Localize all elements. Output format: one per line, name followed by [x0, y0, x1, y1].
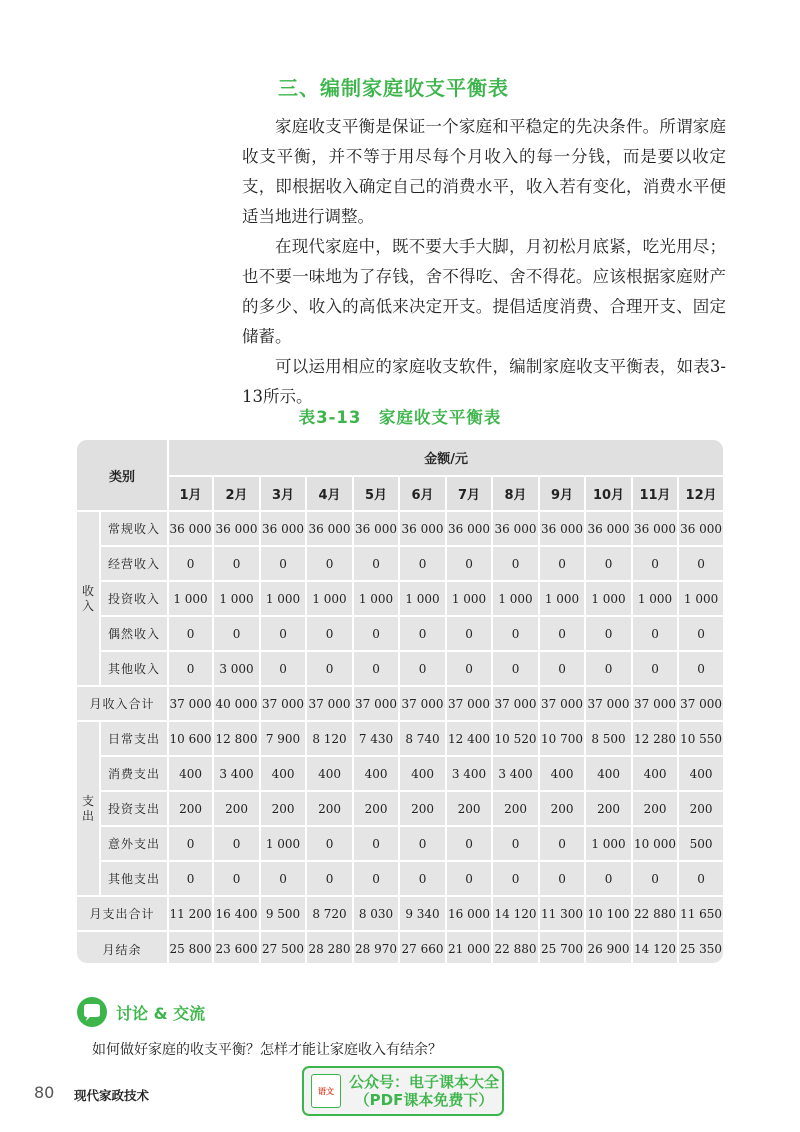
- month-header-row: [77, 476, 723, 511]
- amount-cell: 0: [399, 651, 446, 686]
- amount-cell: 0: [539, 861, 585, 896]
- month-header: 8月: [492, 476, 539, 511]
- amount-cell: 36 000: [260, 511, 306, 546]
- amount-cell: 0: [353, 861, 399, 896]
- amount-cell: 0: [213, 826, 260, 861]
- amount-cell: 28 280: [306, 931, 353, 963]
- amount-cell: 9 500: [260, 896, 306, 931]
- table-row: [77, 616, 723, 651]
- amount-cell: 0: [492, 616, 539, 651]
- amount-cell: 0: [446, 826, 492, 861]
- amount-cell: 500: [678, 826, 723, 861]
- page-number: 80: [34, 1083, 55, 1102]
- amount-cell: 26 900: [585, 931, 632, 963]
- amount-cell: 14 120: [492, 896, 539, 931]
- budget-table-body: [77, 440, 723, 963]
- amount-cell: 0: [492, 861, 539, 896]
- amount-cell: 37 000: [539, 686, 585, 721]
- amount-cell: 11 200: [168, 896, 213, 931]
- amount-cell: 0: [678, 651, 723, 686]
- amount-cell: 10 520: [492, 721, 539, 756]
- month-header: 7月: [446, 476, 492, 511]
- amount-cell: 7 430: [353, 721, 399, 756]
- amount-cell: 0: [306, 651, 353, 686]
- amount-cell: 1 000: [492, 581, 539, 616]
- amount-cell: 0: [353, 826, 399, 861]
- budget-table-container: [77, 440, 723, 963]
- table-row: [77, 721, 723, 756]
- amount-cell: 0: [492, 826, 539, 861]
- amount-cell: 25 350: [678, 931, 723, 963]
- amount-cell: 400: [353, 756, 399, 791]
- amount-cell: 1 000: [306, 581, 353, 616]
- row-label: 投资支出: [100, 791, 168, 826]
- amount-cell: 0: [492, 651, 539, 686]
- amount-cell: 0: [260, 651, 306, 686]
- amount-cell: 200: [353, 791, 399, 826]
- amount-cell: 37 000: [260, 686, 306, 721]
- amount-cell: 0: [260, 616, 306, 651]
- amount-cell: 3 400: [213, 756, 260, 791]
- amount-cell: 1 000: [260, 826, 306, 861]
- amount-cell: 36 000: [353, 511, 399, 546]
- amount-cell: 0: [678, 546, 723, 581]
- paragraph-2: 在现代家庭中，既不要大手大脚，月初松月底紧，吃光用尽；也不要一味地为了存钱，舍不得吃、舍不得花。应该根据家庭财产的多少、收入的高低来决定开支。提倡适度消费、合理开支、固定储蓄。: [242, 237, 726, 346]
- amount-cell: 21 000: [446, 931, 492, 963]
- amount-header: 金额/元: [168, 440, 723, 476]
- row-label: 投资收入: [100, 581, 168, 616]
- discussion-title: 讨论 & 交流: [116, 1003, 206, 1023]
- amount-cell: 1 000: [632, 581, 678, 616]
- amount-cell: 200: [260, 791, 306, 826]
- book-logo-icon: 语文: [311, 1074, 341, 1108]
- amount-cell: 37 000: [306, 686, 353, 721]
- amount-cell: 200: [306, 791, 353, 826]
- amount-cell: 28 970: [353, 931, 399, 963]
- amount-cell: 400: [585, 756, 632, 791]
- amount-cell: 0: [353, 546, 399, 581]
- amount-cell: 0: [585, 861, 632, 896]
- amount-cell: 36 000: [585, 511, 632, 546]
- month-header: 12月: [678, 476, 723, 511]
- table-row: [77, 651, 723, 686]
- month-header: 10月: [585, 476, 632, 511]
- amount-cell: 0: [168, 826, 213, 861]
- amount-cell: 0: [632, 861, 678, 896]
- amount-cell: 11 650: [678, 896, 723, 931]
- amount-cell: 16 000: [446, 896, 492, 931]
- book-title: 现代家政技术: [74, 1088, 150, 1103]
- amount-cell: 8 720: [306, 896, 353, 931]
- amount-cell: 1 000: [213, 581, 260, 616]
- amount-cell: 0: [539, 616, 585, 651]
- amount-cell: 400: [399, 756, 446, 791]
- amount-cell: 400: [632, 756, 678, 791]
- amount-cell: 200: [399, 791, 446, 826]
- paragraph-3: 可以运用相应的家庭收支软件，编制家庭收支平衡表，如表3-13所示。: [242, 357, 726, 406]
- amount-cell: 36 000: [539, 511, 585, 546]
- amount-cell: 37 000: [399, 686, 446, 721]
- row-label: 消费支出: [100, 756, 168, 791]
- amount-cell: 40 000: [213, 686, 260, 721]
- amount-cell: 12 280: [632, 721, 678, 756]
- amount-cell: 200: [446, 791, 492, 826]
- row-label: 其他支出: [100, 861, 168, 896]
- table-row: [77, 861, 723, 896]
- section-title: 三、编制家庭收支平衡表: [278, 76, 509, 100]
- amount-cell: 400: [539, 756, 585, 791]
- row-label: 偶然收入: [100, 616, 168, 651]
- amount-cell: 0: [539, 651, 585, 686]
- amount-cell: 25 700: [539, 931, 585, 963]
- amount-cell: 0: [399, 616, 446, 651]
- table-row: [77, 581, 723, 616]
- row-label: 其他收入: [100, 651, 168, 686]
- amount-cell: 200: [168, 791, 213, 826]
- amount-cell: 22 880: [492, 931, 539, 963]
- row-label: 月支出合计: [77, 896, 168, 931]
- amount-cell: 1 000: [399, 581, 446, 616]
- table-row: [77, 511, 723, 546]
- amount-cell: 0: [585, 546, 632, 581]
- amount-cell: 400: [678, 756, 723, 791]
- amount-cell: 14 120: [632, 931, 678, 963]
- table-row: [77, 546, 723, 581]
- stamp-line-2: （PDF课本免费下）: [354, 1091, 494, 1109]
- table-row: [77, 931, 723, 963]
- amount-cell: 10 550: [678, 721, 723, 756]
- amount-cell: 27 660: [399, 931, 446, 963]
- amount-cell: 0: [446, 861, 492, 896]
- row-label: 月收入合计: [77, 686, 168, 721]
- row-label: 意外支出: [100, 826, 168, 861]
- stamp-line-1: 公众号：电子课本大全: [348, 1073, 499, 1091]
- month-header: 1月: [168, 476, 213, 511]
- amount-cell: 0: [399, 546, 446, 581]
- month-header: 3月: [260, 476, 306, 511]
- amount-cell: 8 030: [353, 896, 399, 931]
- amount-cell: 400: [260, 756, 306, 791]
- amount-cell: 36 000: [678, 511, 723, 546]
- amount-cell: 0: [306, 861, 353, 896]
- amount-cell: 9 340: [399, 896, 446, 931]
- amount-cell: 0: [213, 546, 260, 581]
- amount-cell: 0: [260, 546, 306, 581]
- amount-cell: 36 000: [213, 511, 260, 546]
- amount-cell: 0: [353, 616, 399, 651]
- amount-cell: 12 800: [213, 721, 260, 756]
- speech-bubble-icon: [76, 996, 108, 1028]
- amount-cell: 0: [632, 651, 678, 686]
- amount-cell: 200: [539, 791, 585, 826]
- month-header: 11月: [632, 476, 678, 511]
- amount-cell: 3 400: [492, 756, 539, 791]
- row-label: 月结余: [77, 931, 168, 963]
- amount-cell: 0: [168, 616, 213, 651]
- amount-cell: 400: [306, 756, 353, 791]
- amount-cell: 400: [168, 756, 213, 791]
- amount-cell: 8 740: [399, 721, 446, 756]
- amount-cell: 37 000: [492, 686, 539, 721]
- amount-cell: 0: [632, 546, 678, 581]
- amount-cell: 1 000: [260, 581, 306, 616]
- amount-cell: 0: [585, 616, 632, 651]
- amount-cell: 10 700: [539, 721, 585, 756]
- amount-cell: 200: [213, 791, 260, 826]
- group-label: 支 出: [77, 721, 100, 896]
- amount-cell: 36 000: [168, 511, 213, 546]
- amount-cell: 0: [353, 651, 399, 686]
- amount-cell: 36 000: [632, 511, 678, 546]
- amount-cell: 0: [539, 826, 585, 861]
- amount-cell: 0: [632, 616, 678, 651]
- amount-cell: 0: [399, 861, 446, 896]
- month-header: 6月: [399, 476, 446, 511]
- paragraph-1: 家庭收支平衡是保证一个家庭和平稳定的先决条件。所谓家庭收支平衡，并不等于用尽每个月收入的每一分钱，而是要以收定支，即根据收入确定自己的消费水平，收入若有变化，消费水平便适当地进行调整。: [242, 117, 726, 226]
- amount-cell: 0: [399, 826, 446, 861]
- month-header: 5月: [353, 476, 399, 511]
- amount-cell: 36 000: [492, 511, 539, 546]
- group-label: 收 入: [77, 511, 100, 686]
- amount-cell: 27 500: [260, 931, 306, 963]
- amount-cell: 0: [213, 861, 260, 896]
- amount-cell: 37 000: [168, 686, 213, 721]
- month-header: 2月: [213, 476, 260, 511]
- amount-cell: 1 000: [585, 581, 632, 616]
- row-label: 经营收入: [100, 546, 168, 581]
- header-row: [77, 440, 723, 476]
- amount-cell: 0: [168, 861, 213, 896]
- amount-cell: 1 000: [678, 581, 723, 616]
- amount-cell: 10 000: [632, 826, 678, 861]
- amount-cell: 22 880: [632, 896, 678, 931]
- amount-cell: 37 000: [353, 686, 399, 721]
- month-header: 4月: [306, 476, 353, 511]
- amount-cell: 0: [213, 616, 260, 651]
- amount-cell: 1 000: [539, 581, 585, 616]
- amount-cell: 37 000: [585, 686, 632, 721]
- amount-cell: 12 400: [446, 721, 492, 756]
- table-caption: 表3-13 家庭收支平衡表: [298, 408, 502, 427]
- amount-cell: 37 000: [446, 686, 492, 721]
- amount-cell: 0: [585, 651, 632, 686]
- amount-cell: 0: [168, 651, 213, 686]
- amount-cell: 11 300: [539, 896, 585, 931]
- table-row: [77, 826, 723, 861]
- body-text: [242, 112, 726, 412]
- amount-cell: 7 900: [260, 721, 306, 756]
- stamp-text: [346, 1073, 502, 1109]
- amount-cell: 0: [446, 616, 492, 651]
- amount-cell: 37 000: [632, 686, 678, 721]
- discussion-question: 如何做好家庭的收支平衡？怎样才能让家庭收入有结余？: [92, 1042, 442, 1058]
- amount-cell: 36 000: [399, 511, 446, 546]
- row-label: 常规收入: [100, 511, 168, 546]
- amount-cell: 3 400: [446, 756, 492, 791]
- amount-cell: 0: [306, 616, 353, 651]
- amount-cell: 0: [446, 546, 492, 581]
- amount-cell: 10 100: [585, 896, 632, 931]
- amount-cell: 200: [585, 791, 632, 826]
- amount-cell: 1 000: [353, 581, 399, 616]
- amount-cell: 200: [678, 791, 723, 826]
- discussion-header: [76, 996, 205, 1028]
- amount-cell: 0: [168, 546, 213, 581]
- amount-cell: 0: [678, 861, 723, 896]
- watermark-stamp: [302, 1066, 504, 1116]
- amount-cell: 200: [632, 791, 678, 826]
- budget-table: [77, 440, 723, 963]
- amount-cell: 0: [678, 616, 723, 651]
- amount-cell: 0: [446, 651, 492, 686]
- amount-cell: 1 000: [168, 581, 213, 616]
- amount-cell: 0: [260, 861, 306, 896]
- amount-cell: 3 000: [213, 651, 260, 686]
- amount-cell: 36 000: [446, 511, 492, 546]
- month-header: 9月: [539, 476, 585, 511]
- amount-cell: 1 000: [446, 581, 492, 616]
- amount-cell: 8 120: [306, 721, 353, 756]
- amount-cell: 8 500: [585, 721, 632, 756]
- amount-cell: 0: [539, 546, 585, 581]
- amount-cell: 25 800: [168, 931, 213, 963]
- amount-cell: 0: [306, 546, 353, 581]
- amount-cell: 10 600: [168, 721, 213, 756]
- amount-cell: 16 400: [213, 896, 260, 931]
- amount-cell: 1 000: [585, 826, 632, 861]
- amount-cell: 36 000: [306, 511, 353, 546]
- amount-cell: 23 600: [213, 931, 260, 963]
- amount-cell: 0: [306, 826, 353, 861]
- table-row: [77, 686, 723, 721]
- table-row: [77, 896, 723, 931]
- amount-cell: 200: [492, 791, 539, 826]
- table-row: [77, 756, 723, 791]
- amount-cell: 37 000: [678, 686, 723, 721]
- row-label: 日常支出: [100, 721, 168, 756]
- table-row: [77, 791, 723, 826]
- amount-cell: 0: [492, 546, 539, 581]
- category-header: 类别: [77, 440, 168, 511]
